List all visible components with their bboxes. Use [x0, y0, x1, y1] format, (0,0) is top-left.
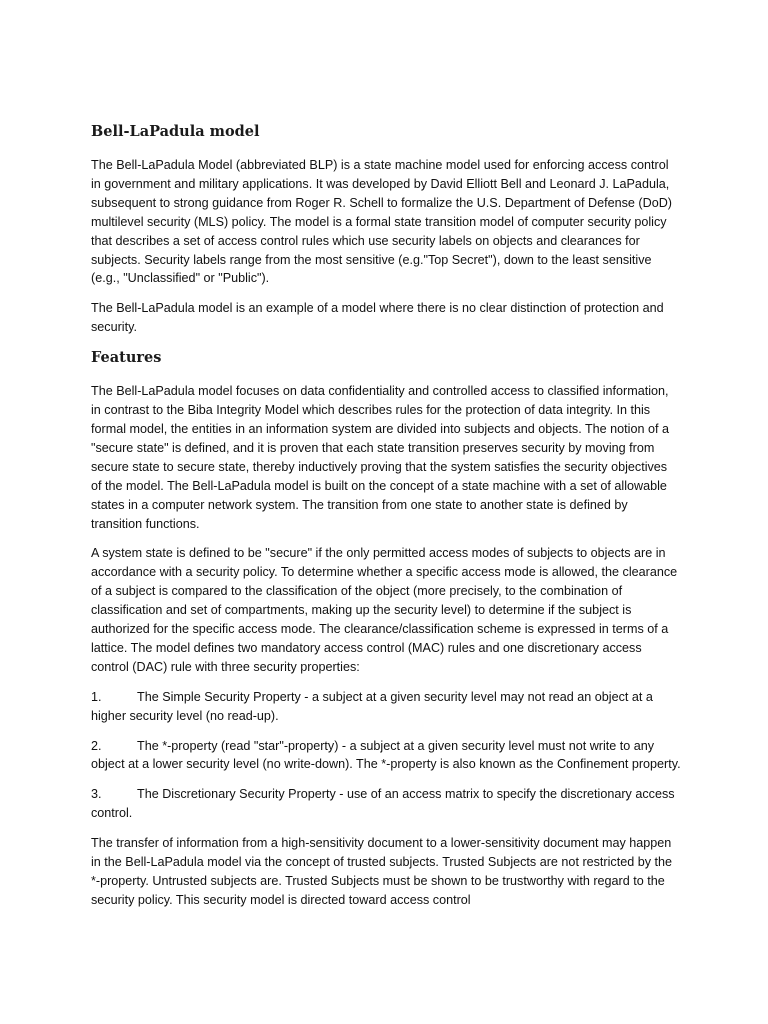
property-text: The Simple Security Property - a subject at a given security level may not read an object at a higher security level (no read-up). [91, 689, 653, 723]
closing-paragraph: The transfer of information from a high-sensitivity document to a lower-sensitivity document may happen in the Bell-LaPadula model via the concept of trusted subjects. Trusted Subjects are not restricted by the *-property. Untrusted subjects are. Trusted Subjects must be shown to be trustworthy with regard to the security policy. This security model is directed toward access control [91, 836, 673, 907]
intro-paragraph-1: The Bell-LaPadula Model (abbreviated BLP) is a state machine model used for enforcing access control in government and military applications. It was developed by David Elliott Bell and Leonard J. LaPadula, subsequent to strong guidance from Roger R. Schell to formalize the U.S. Department of Defense (DoD) multilevel security (MLS) policy. The model is a formal state transition model of computer security policy that describes a set of access control rules which use security labels on objects and clearances for subjects. Security labels range from the most sensitive (e.g."Top Secret"), down to the least sensitive (e.g., "Unclassified" or "Public"). [91, 158, 672, 286]
property-number: 1. [91, 689, 102, 704]
property-item-3 [91, 785, 681, 823]
property-item-1 [91, 688, 681, 726]
property-text: The Discretionary Security Property - use of an access matrix to specify the discretionary access control. [91, 787, 675, 821]
property-number: 2. [91, 738, 102, 753]
document-body [91, 122, 681, 921]
features-paragraph-1: The Bell-LaPadula model focuses on data confidentiality and controlled access to classified information, in contrast to the Biba Integrity Model which describes rules for the protection of data integrity. In this formal model, the entities in an information system are divided into subjects and objects. The notion of a "secure state" is defined, and it is proven that each state transition preserves security by moving from secure state to secure state, thereby inductively proving that the system satisfies the security objectives of the model. The Bell-LaPadula model is built on the concept of a state machine with a set of allowable states in a computer network system. The transition from one state to another state is defined by transition functions. [91, 384, 669, 531]
property-item-2 [91, 737, 681, 775]
document-title: Bell-LaPadula model [91, 123, 260, 140]
intro-paragraph-2: The Bell-LaPadula model is an example of a model where there is no clear distinction of protection and security. [91, 301, 664, 335]
features-paragraph-2: A system state is defined to be "secure" if the only permitted access modes of subjects to objects are in accordance with a security policy. To determine whether a specific access mode is allowed, the clearance of a subject is compared to the classification of the object (more precisely, to the combination of classification and set of compartments, making up the security level) to determine if the subject is authorized for the specific access mode. The clearance/classification scheme is expressed in terms of a lattice. The model defines two mandatory access control (MAC) rules and one discretionary access control (DAC) rule with three security properties: [91, 546, 678, 674]
property-number: 3. [91, 787, 102, 802]
features-heading: Features [91, 349, 162, 367]
property-text: The *-property (read "star"-property) - a subject at a given security level must not write to any object at a lower security level (no write-down). The *-property is also known as the Confinement property. [91, 738, 681, 772]
